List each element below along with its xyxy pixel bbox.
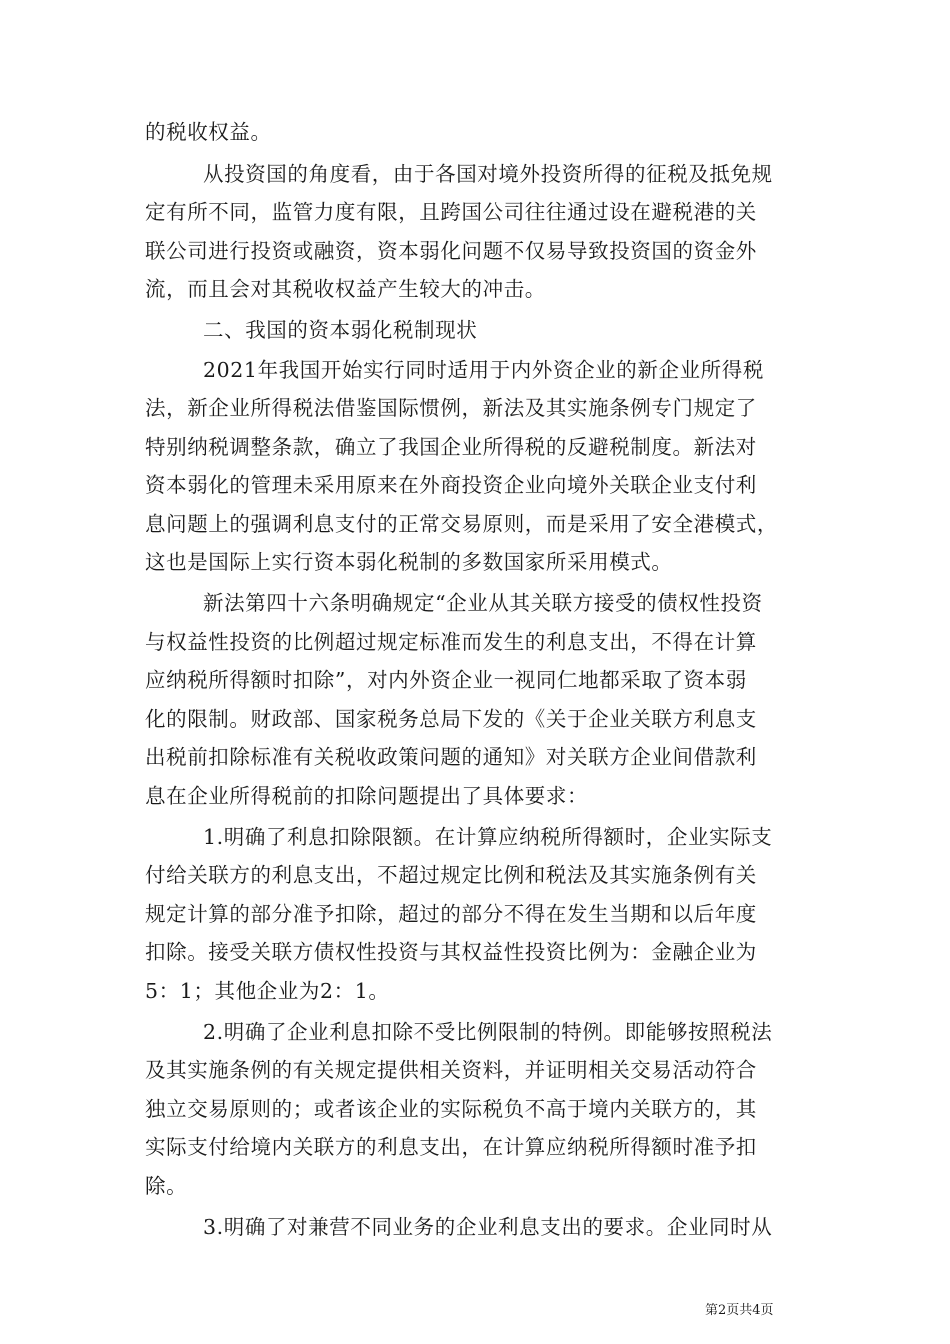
text-line: 规定计算的部分准予扣除，超过的部分不得在发生当期和以后年度 bbox=[145, 902, 757, 926]
text-line: 流，而且会对其税收权益产生较大的冲击。 bbox=[145, 277, 546, 301]
text-line: 法，新企业所得税法借鉴国际惯例，新法及其实施条例专门规定了 bbox=[145, 396, 757, 420]
text-line: 实际支付给境内关联方的利息支出，在计算应纳税所得额时准予扣 bbox=[145, 1135, 757, 1159]
text-line: 及其实施条例的有关规定提供相关资料，并证明相关交易活动符合 bbox=[145, 1058, 757, 1082]
text-line: 化的限制。财政部、国家税务总局下发的《关于企业关联方利息支 bbox=[145, 707, 757, 731]
text-line: 付给关联方的利息支出，不超过规定比例和税法及其实施条例有关 bbox=[145, 863, 757, 887]
page-number: 第2页共4页 bbox=[705, 1303, 774, 1318]
text-line: 扣除。接受关联方债权性投资与其权益性投资比例为：金融企业为 bbox=[145, 940, 757, 964]
text-line: 应纳税所得额时扣除”，对内外资企业一视同仁地都采取了资本弱 bbox=[145, 668, 747, 692]
text-line: 定有所不同，监管力度有限，且跨国公司往往通过设在避税港的关 bbox=[145, 200, 757, 224]
section-heading: 二、我国的资本弱化税制现状 bbox=[203, 318, 478, 342]
text-line: 3.明确了对兼营不同业务的企业利息支出的要求。企业同时从 bbox=[203, 1215, 773, 1239]
text-line: 1.明确了利息扣除限额。在计算应纳税所得额时，企业实际支 bbox=[203, 825, 773, 849]
text-line: 2.明确了企业利息扣除不受比例限制的特例。即能够按照税法 bbox=[203, 1020, 773, 1044]
text-line: 出税前扣除标准有关税收政策问题的通知》对关联方企业间借款利 bbox=[145, 745, 757, 769]
text-line: 联公司进行投资或融资，资本弱化问题不仅易导致投资国的资金外 bbox=[145, 239, 757, 263]
text-line: 息问题上的强调利息支付的正常交易原则，而是采用了安全港模式， bbox=[145, 512, 778, 536]
text-line: 息在企业所得税前的扣除问题提出了具体要求： bbox=[145, 784, 589, 808]
text-line: 独立交易原则的；或者该企业的实际税负不高于境内关联方的，其 bbox=[145, 1097, 757, 1121]
text-line: 5：1；其他企业为2：1。 bbox=[145, 979, 390, 1003]
text-line: 除。 bbox=[145, 1174, 188, 1198]
text-line: 从投资国的角度看，由于各国对境外投资所得的征税及抵免规 bbox=[203, 162, 773, 186]
text-line: 2021年我国开始实行同时适用于内外资企业的新企业所得税 bbox=[203, 358, 764, 382]
text-line: 的税收权益。 bbox=[145, 120, 272, 144]
text-line: 这也是国际上实行资本弱化税制的多数国家所采用模式。 bbox=[145, 550, 673, 574]
text-line: 特别纳税调整条款，确立了我国企业所得税的反避税制度。新法对 bbox=[145, 435, 757, 459]
text-line: 新法第四十六条明确规定“企业从其关联方接受的债权性投资 bbox=[203, 591, 763, 615]
text-line: 与权益性投资的比例超过规定标准而发生的利息支出，不得在计算 bbox=[145, 630, 757, 654]
text-line: 资本弱化的管理未采用原来在外商投资企业向境外关联企业支付利 bbox=[145, 473, 757, 497]
